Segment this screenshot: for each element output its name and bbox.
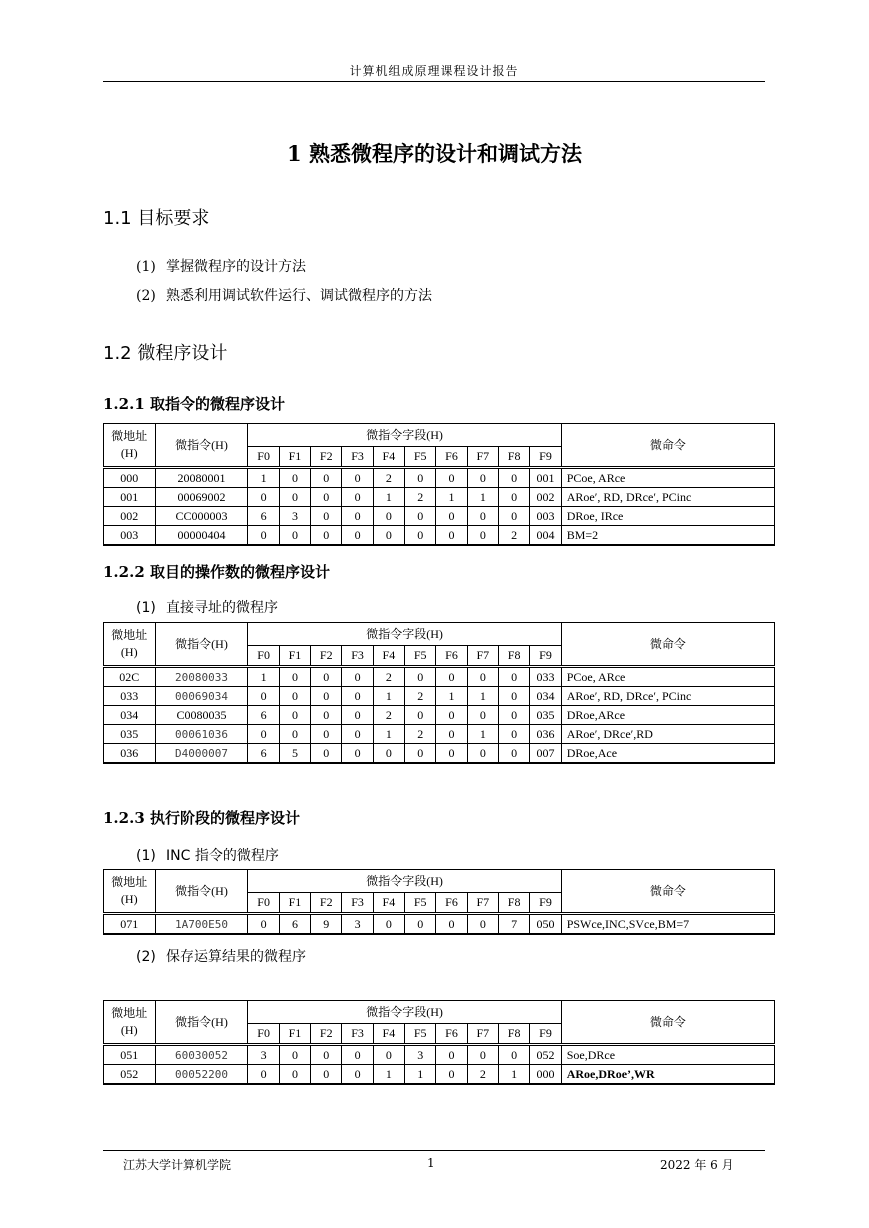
cell-field: 0 (248, 488, 279, 507)
cell-field: 1 (373, 687, 404, 706)
cell-command: PCoe, ARce (561, 667, 774, 687)
cell-field: 0 (436, 526, 467, 546)
cell-field: 0 (311, 526, 342, 546)
cell-field: 0 (498, 744, 529, 764)
cell-instruction: 20080033 (155, 667, 248, 687)
cell-field: 0 (311, 706, 342, 725)
micro-table-fetch (103, 423, 775, 546)
cell-field: 0 (279, 526, 310, 546)
cell-field: 2 (373, 706, 404, 725)
header-label: 微指令(H) (175, 883, 228, 898)
header-field-7: F7 (467, 447, 498, 468)
section-1-2-heading: 1.2 微程序设计 (103, 343, 228, 364)
cell-field: 0 (436, 667, 467, 687)
header-field-3: F3 (342, 447, 373, 468)
cell-instruction: CC000003 (155, 507, 248, 526)
header-label: 微指令字段(H) (366, 873, 443, 888)
header-fields (248, 870, 561, 893)
cell-field: 0 (467, 706, 498, 725)
table-header-row (104, 623, 775, 646)
section-1-1-heading: 1.1 目标要求 (103, 208, 210, 229)
header-label: 微地址(H) (111, 1006, 148, 1037)
header-field-3: F3 (342, 893, 373, 914)
cell-instruction: D4000007 (155, 744, 248, 764)
cell-address: 051 (104, 1045, 156, 1065)
cell-field: 0 (436, 914, 467, 935)
header-fields (248, 1001, 561, 1024)
cell-field: 050 (530, 914, 561, 935)
cell-field: 6 (248, 507, 279, 526)
header-field-8: F8 (498, 447, 529, 468)
cell-field: 0 (248, 725, 279, 744)
header-field-9: F9 (530, 646, 561, 667)
footer-school: 江苏大学计算机学院 (123, 1158, 232, 1172)
table-row (104, 667, 775, 687)
header-label: 微地址(H) (111, 628, 148, 659)
cell-field: 1 (467, 488, 498, 507)
header-micro-instruction (155, 424, 248, 468)
cell-field: 0 (311, 725, 342, 744)
cell-field: 0 (373, 914, 404, 935)
cell-field: 0 (467, 744, 498, 764)
table-row (104, 1065, 775, 1085)
header-field-2: F2 (311, 1024, 342, 1045)
table-row (104, 687, 775, 706)
cell-address: 052 (104, 1065, 156, 1085)
header-field-1: F1 (279, 1024, 310, 1045)
table-row (104, 706, 775, 725)
header-label: 微指令字段(H) (366, 626, 443, 641)
list-number: (1) (136, 848, 156, 864)
header-field-6: F6 (436, 447, 467, 468)
header-label: 微命令 (649, 883, 686, 898)
cell-field: 035 (530, 706, 561, 725)
table-row (104, 507, 775, 526)
cell-field: 5 (279, 744, 310, 764)
header-label: 微地址(H) (111, 429, 148, 460)
cell-instruction: 00000404 (155, 526, 248, 546)
cell-field: 0 (405, 526, 436, 546)
cell-address: 02C (104, 667, 156, 687)
cell-field: 0 (311, 468, 342, 488)
cell-field: 0 (279, 706, 310, 725)
header-field-9: F9 (530, 1024, 561, 1045)
table-row (104, 1045, 775, 1065)
cell-field: 0 (342, 687, 373, 706)
cell-field: 1 (436, 488, 467, 507)
header-micro-command (561, 870, 774, 914)
cell-field: 2 (405, 687, 436, 706)
cell-field: 0 (311, 488, 342, 507)
list-number: (1) (136, 259, 156, 275)
cell-field: 0 (467, 667, 498, 687)
list-text: 熟悉利用调试软件运行、调试微程序的方法 (166, 288, 432, 304)
cell-field: 1 (498, 1065, 529, 1085)
cell-field: 0 (498, 667, 529, 687)
header-field-0: F0 (248, 646, 279, 667)
cell-field: 0 (436, 1065, 467, 1085)
header-field-0: F0 (248, 447, 279, 468)
header-field-1: F1 (279, 447, 310, 468)
cell-field: 0 (342, 507, 373, 526)
cell-address: 002 (104, 507, 156, 526)
header-label: 微指令字段(H) (366, 1004, 443, 1019)
cell-field: 1 (405, 1065, 436, 1085)
cell-field: 0 (436, 706, 467, 725)
cell-field: 0 (467, 468, 498, 488)
section-1-2-1-heading: 1.2.1 取指令的微程序设计 (103, 395, 285, 413)
cell-instruction: 00069002 (155, 488, 248, 507)
header-field-9: F9 (530, 447, 561, 468)
header-field-6: F6 (436, 893, 467, 914)
header-micro-instruction (155, 1001, 248, 1045)
cell-field: 0 (279, 1065, 310, 1085)
cell-field: 0 (279, 1045, 310, 1065)
table-header-row (104, 1001, 775, 1024)
cell-instruction: 00052200 (155, 1065, 248, 1085)
header-field-3: F3 (342, 646, 373, 667)
header-field-3: F3 (342, 1024, 373, 1045)
list-item (136, 256, 306, 276)
cell-field: 0 (342, 706, 373, 725)
cell-field: 0 (311, 667, 342, 687)
cell-field: 7 (498, 914, 529, 935)
table-row (104, 488, 775, 507)
cell-field: 003 (530, 507, 561, 526)
cell-field: 0 (467, 507, 498, 526)
cell-field: 002 (530, 488, 561, 507)
list-number: (1) (136, 600, 156, 616)
cell-field: 0 (279, 667, 310, 687)
cell-field: 0 (342, 488, 373, 507)
cell-field: 1 (467, 725, 498, 744)
cell-field: 0 (436, 468, 467, 488)
cell-field: 0 (342, 1045, 373, 1065)
header-field-8: F8 (498, 893, 529, 914)
header-field-1: F1 (279, 893, 310, 914)
cell-field: 0 (498, 725, 529, 744)
section-1-2-2-heading: 1.2.2 取目的操作数的微程序设计 (103, 563, 330, 581)
cell-address: 035 (104, 725, 156, 744)
cell-field: 0 (436, 507, 467, 526)
cell-field: 0 (405, 744, 436, 764)
header-rule (103, 81, 765, 82)
cell-field: 0 (373, 526, 404, 546)
header-label: 微命令 (649, 1014, 686, 1029)
cell-field: 0 (436, 744, 467, 764)
header-field-5: F5 (405, 893, 436, 914)
cell-field: 9 (311, 914, 342, 935)
header-field-6: F6 (436, 646, 467, 667)
header-field-4: F4 (373, 893, 404, 914)
cell-field: 1 (373, 725, 404, 744)
header-field-8: F8 (498, 646, 529, 667)
page-header: 计算机组成原理课程设计报告 (349, 64, 519, 78)
table-header-row (104, 424, 775, 447)
list-item (136, 845, 279, 865)
cell-field: 0 (311, 507, 342, 526)
cell-field: 0 (373, 1045, 404, 1065)
cell-field: 0 (467, 914, 498, 935)
cell-command: PSWce,INC,SVce,BM=7 (561, 914, 774, 935)
footer-date: 2022 年 6 月 (660, 1158, 734, 1172)
list-number: (2) (136, 949, 156, 965)
cell-field: 2 (373, 667, 404, 687)
cell-field: 0 (498, 507, 529, 526)
header-field-4: F4 (373, 646, 404, 667)
cell-field: 0 (279, 488, 310, 507)
cell-command: BM=2 (561, 526, 774, 546)
cell-command: ARoe′, RD, DRce′, PCinc (561, 488, 774, 507)
list-item (136, 946, 306, 966)
cell-field: 0 (436, 725, 467, 744)
header-field-5: F5 (405, 447, 436, 468)
micro-table-save-result (103, 1000, 775, 1085)
cell-field: 1 (373, 1065, 404, 1085)
cell-field: 001 (530, 468, 561, 488)
table-row (104, 468, 775, 488)
list-item (136, 285, 432, 305)
cell-command: ARoe′, RD, DRce′, PCinc (561, 687, 774, 706)
cell-field: 0 (342, 667, 373, 687)
cell-field: 0 (498, 488, 529, 507)
header-micro-address (104, 424, 156, 468)
cell-address: 036 (104, 744, 156, 764)
cell-field: 3 (248, 1045, 279, 1065)
table-row (104, 744, 775, 764)
header-field-1: F1 (279, 646, 310, 667)
cell-field: 0 (498, 1045, 529, 1065)
cell-instruction: C0080035 (155, 706, 248, 725)
cell-address: 034 (104, 706, 156, 725)
header-micro-address (104, 870, 156, 914)
cell-command: PCoe, ARce (561, 468, 774, 488)
cell-field: 052 (530, 1045, 561, 1065)
cell-command: DRoe,Ace (561, 744, 774, 764)
cell-field: 2 (467, 1065, 498, 1085)
cell-field: 1 (373, 488, 404, 507)
cell-field: 0 (311, 687, 342, 706)
cell-field: 2 (405, 488, 436, 507)
header-field-7: F7 (467, 893, 498, 914)
cell-command: Soe,DRce (561, 1045, 774, 1065)
cell-field: 0 (467, 1045, 498, 1065)
footer-page-number: 1 (427, 1156, 435, 1170)
cell-field: 0 (342, 744, 373, 764)
header-micro-address (104, 1001, 156, 1045)
cell-address: 033 (104, 687, 156, 706)
micro-table-direct-addressing (103, 622, 775, 764)
cell-field: 6 (279, 914, 310, 935)
header-field-4: F4 (373, 447, 404, 468)
header-micro-instruction (155, 623, 248, 667)
cell-field: 1 (248, 667, 279, 687)
list-text: 直接寻址的微程序 (166, 600, 278, 616)
cell-field: 0 (405, 468, 436, 488)
table-row (104, 725, 775, 744)
cell-field: 1 (248, 468, 279, 488)
cell-field: 6 (248, 706, 279, 725)
chapter-title: 1 熟悉微程序的设计和调试方法 (287, 141, 582, 166)
table-row (104, 914, 775, 935)
cell-field: 0 (436, 1045, 467, 1065)
cell-field: 0 (373, 507, 404, 526)
cell-field: 0 (373, 744, 404, 764)
header-label: 微命令 (649, 636, 686, 651)
cell-address: 003 (104, 526, 156, 546)
header-micro-address (104, 623, 156, 667)
header-field-0: F0 (248, 1024, 279, 1045)
list-item (136, 597, 278, 617)
table-row (104, 526, 775, 546)
cell-field: 036 (530, 725, 561, 744)
list-text: 掌握微程序的设计方法 (166, 259, 306, 275)
header-label: 微地址(H) (111, 875, 148, 906)
micro-table-inc (103, 869, 775, 935)
cell-field: 0 (342, 1065, 373, 1085)
cell-command: ARoe′, DRce′,RD (561, 725, 774, 744)
header-label: 微指令(H) (175, 1014, 228, 1029)
cell-field: 0 (279, 687, 310, 706)
cell-field: 0 (405, 507, 436, 526)
cell-instruction: 00061036 (155, 725, 248, 744)
header-field-0: F0 (248, 893, 279, 914)
header-fields (248, 424, 561, 447)
header-label: 微指令(H) (175, 437, 228, 452)
header-fields (248, 623, 561, 646)
cell-field: 0 (498, 706, 529, 725)
list-text: INC 指令的微程序 (166, 848, 279, 864)
cell-command: DRoe,ARce (561, 706, 774, 725)
cell-instruction: 00069034 (155, 687, 248, 706)
cell-address: 071 (104, 914, 156, 935)
cell-field: 2 (498, 526, 529, 546)
cell-address: 001 (104, 488, 156, 507)
header-field-8: F8 (498, 1024, 529, 1045)
header-field-7: F7 (467, 1024, 498, 1045)
section-1-2-3-heading: 1.2.3 执行阶段的微程序设计 (103, 809, 300, 827)
cell-field: 000 (530, 1065, 561, 1085)
header-label: 微指令字段(H) (366, 427, 443, 442)
cell-command: ARoe,DRoe’,WR (561, 1065, 774, 1085)
cell-address: 000 (104, 468, 156, 488)
list-number: (2) (136, 288, 156, 304)
header-field-2: F2 (311, 646, 342, 667)
cell-field: 0 (342, 725, 373, 744)
cell-field: 6 (248, 744, 279, 764)
cell-field: 0 (279, 468, 310, 488)
footer-rule (103, 1150, 765, 1151)
cell-field: 3 (279, 507, 310, 526)
cell-field: 0 (342, 526, 373, 546)
header-label: 微命令 (649, 437, 686, 452)
cell-field: 0 (311, 744, 342, 764)
cell-instruction: 60030052 (155, 1045, 248, 1065)
header-label: 微指令(H) (175, 636, 228, 651)
header-field-5: F5 (405, 1024, 436, 1045)
cell-field: 3 (342, 914, 373, 935)
header-micro-command (561, 623, 774, 667)
cell-instruction: 20080001 (155, 468, 248, 488)
cell-field: 0 (248, 526, 279, 546)
cell-field: 1 (467, 687, 498, 706)
cell-field: 2 (405, 725, 436, 744)
header-field-7: F7 (467, 646, 498, 667)
header-micro-command (561, 1001, 774, 1045)
cell-field: 0 (405, 914, 436, 935)
header-field-9: F9 (530, 893, 561, 914)
cell-command: DRoe, IRce (561, 507, 774, 526)
cell-field: 0 (405, 667, 436, 687)
table-header-row (104, 870, 775, 893)
header-field-5: F5 (405, 646, 436, 667)
cell-field: 0 (498, 687, 529, 706)
cell-field: 0 (498, 468, 529, 488)
list-text: 保存运算结果的微程序 (166, 949, 306, 965)
cell-field: 0 (248, 914, 279, 935)
cell-field: 034 (530, 687, 561, 706)
cell-field: 0 (248, 1065, 279, 1085)
cell-field: 0 (279, 725, 310, 744)
cell-field: 033 (530, 667, 561, 687)
header-field-2: F2 (311, 447, 342, 468)
header-micro-command (561, 424, 774, 468)
cell-field: 1 (436, 687, 467, 706)
cell-field: 0 (405, 706, 436, 725)
cell-field: 2 (373, 468, 404, 488)
cell-field: 004 (530, 526, 561, 546)
cell-field: 0 (248, 687, 279, 706)
header-micro-instruction (155, 870, 248, 914)
cell-field: 0 (311, 1065, 342, 1085)
cell-instruction: 1A700E50 (155, 914, 248, 935)
cell-field: 3 (405, 1045, 436, 1065)
header-field-6: F6 (436, 1024, 467, 1045)
header-field-2: F2 (311, 893, 342, 914)
cell-field: 0 (311, 1045, 342, 1065)
cell-field: 0 (342, 468, 373, 488)
cell-field: 0 (467, 526, 498, 546)
cell-field: 007 (530, 744, 561, 764)
header-field-4: F4 (373, 1024, 404, 1045)
